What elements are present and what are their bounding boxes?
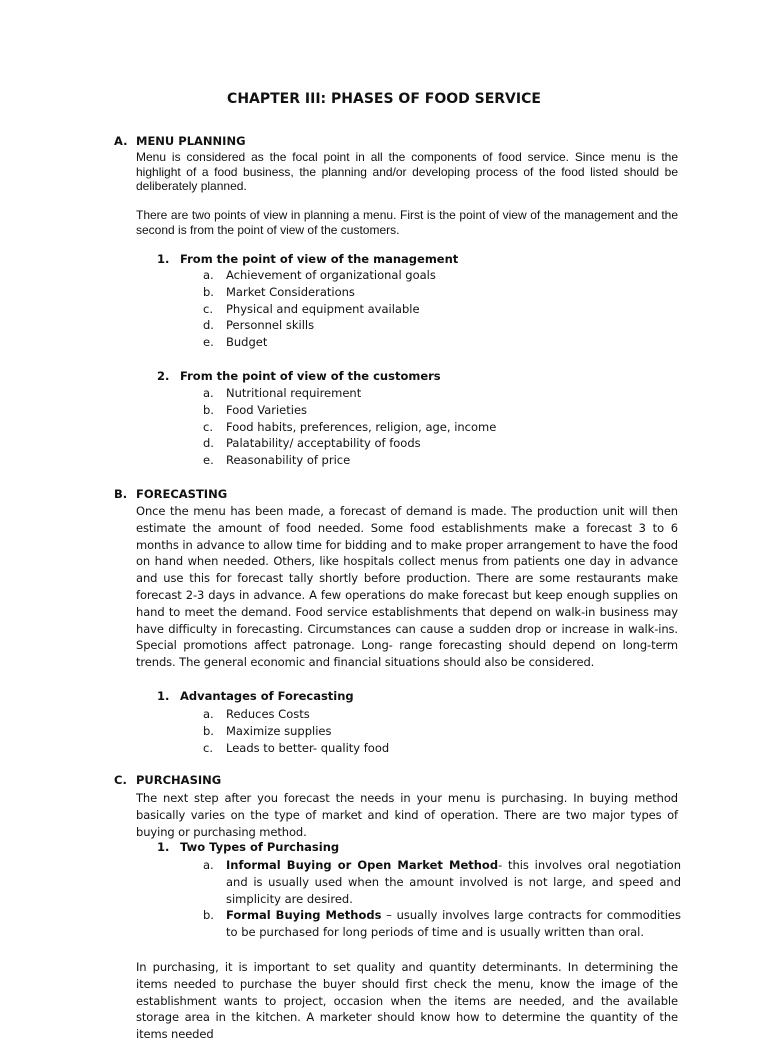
section-b-paragraph: Once the menu has been made, a forecast of demand is made. The production unit will then estimate the amount of food needed. Some food establishments make a forecast 3 to 6 months in advance to allow time for bidding and to make proper arrangement to have the food on hand when needed. Others, like hospitals collect menus from patients one day in advance and use this for forecast tally shortly before production. There are some restaurants make forecast 2-3 days in advance. A few operations do make forecast but keep enough supplies on hand to meet the demand. Food service establishments that depend on walk-in business may have difficulty in forecasting. Circumstances can cause a sudden drop or increase in walk-ins. Special promotions affect patronage. Long- range forecasting should depend on long-term trends. The general economic and financial situations should also be considered. [136,504,678,670]
list-item-text: Reduces Costs [226,707,310,721]
section-b-sub1-number: 1. [157,689,170,703]
section-a-heading [114,134,246,148]
list-item-term: Informal Buying or Open Market Method [226,858,499,872]
list-item-letter: e. [203,335,214,350]
list-item-letter: c. [203,301,213,316]
list-item-text: Palatability/ acceptability of foods [226,436,421,451]
section-a-sub1-title: From the point of view of the management [180,252,459,266]
list-item [203,857,681,907]
section-a-sub2-list [203,385,681,469]
list-item-letter: b. [203,284,214,299]
list-item-text: - this involves oral negotiation and is usually used when the amount involved is not large, and speed and simplicity are desired. [226,858,681,906]
list-item-letter: b. [203,402,214,417]
list-item-text: Physical and equipment available [226,301,420,316]
list-item-text: – usually involves large contracts for commodities to be purchased for long periods of time and is usually written than oral. [226,908,681,940]
list-item-letter: d. [203,318,214,333]
list-item [203,907,681,941]
chapter-title: CHAPTER III: PHASES OF FOOD SERVICE [227,91,541,107]
list-item-text: Achievement of organizational goals [226,268,436,282]
section-c-letter: C. [114,773,127,787]
list-item [203,402,681,419]
list-item [203,267,681,284]
section-b-sub1-list [203,706,681,756]
list-item [203,419,681,436]
section-b-heading [114,487,227,501]
section-a-sub1-heading [157,252,458,266]
section-a-sub1-list [203,267,681,351]
section-c-sub1-number: 1. [157,840,170,854]
section-a-sub2-heading [157,369,441,383]
list-item-text: Maximize supplies [226,723,332,738]
list-item-letter: b. [203,908,214,923]
section-c-sub1-list [203,857,681,941]
list-item [203,317,681,334]
list-item-text: Leads to better- quality food [226,740,390,755]
list-item [203,334,681,351]
list-item-letter: c. [203,419,213,434]
list-item-letter: a. [203,707,214,721]
section-b-title: FORECASTING [136,487,228,501]
section-a-sub2-title: From the point of view of the customers [180,369,441,383]
list-item [203,723,681,740]
list-item [203,435,681,452]
list-item-text: Personnel skills [226,318,315,333]
section-c-paragraph-2: In purchasing, it is important to set quality and quantity determinants. In determining the items needed to purchase the buyer should first check the menu, know the image of the establishment wants to project, occasion when the items are needed, and the available storage area in the kitchen. A marketer should know how to determine the quantity of the items needed [136,960,678,1042]
list-item [203,452,681,469]
section-b-sub1-heading [157,689,354,703]
list-item [203,740,681,757]
list-item [203,706,681,723]
section-a-sub1-number: 1. [157,252,170,266]
list-item-text: Reasonability of price [226,453,351,468]
section-b-sub1-title: Advantages of Forecasting [180,689,354,703]
list-item [203,385,681,402]
list-item-letter: b. [203,723,214,738]
section-b-letter: B. [114,487,128,501]
section-c-sub1-title: Two Types of Purchasing [180,840,340,854]
section-c-heading [114,773,221,787]
section-c-sub1-heading [157,840,339,854]
list-item-text: Budget [226,335,268,350]
list-item-letter: c. [203,740,213,755]
list-item-text: Market Considerations [226,284,355,299]
list-item-letter: a. [203,386,214,400]
list-item-term: Formal Buying Methods [226,908,382,923]
list-item [203,284,681,301]
list-item-text: Food Varieties [226,402,308,417]
section-a-letter: A. [114,134,128,148]
section-a-paragraph-1: Menu is considered as the focal point in all the components of food service. Since menu is the highlight of a food business, the planning and/or developing process of the food listed should be deliberately planned. [136,150,678,193]
section-a-title: MENU PLANNING [136,134,246,148]
list-item-letter: e. [203,453,214,468]
list-item-text: Food habits, preferences, religion, age, income [226,419,497,434]
list-item-text: Nutritional requirement [226,386,362,400]
section-a-paragraph-2: There are two points of view in planning a menu. First is the point of view of the management and the second is from the point of view of the customers. [136,208,678,237]
section-c-paragraph: The next step after you forecast the needs in your menu is purchasing. In buying method basically varies on the type of market and kind of operation. There are two major types of buying or purchasing method. [136,791,678,839]
list-item-letter: a. [203,858,214,872]
section-a-sub2-number: 2. [157,369,170,383]
section-c-title: PURCHASING [136,773,222,787]
list-item [203,301,681,318]
list-item-letter: d. [203,436,214,451]
list-item-letter: a. [203,268,214,282]
